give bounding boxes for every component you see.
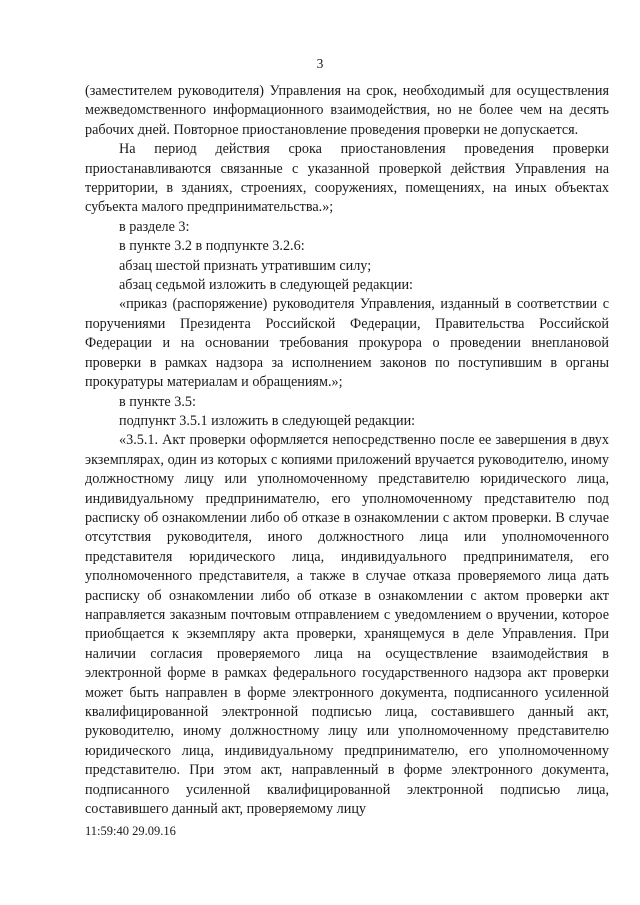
paragraph: подпункт 3.5.1 изложить в следующей редакции:: [119, 412, 416, 429]
paragraph: (заместителем руководителя) Управления на срок, необходимый для осуществления межведомственного информационного взаимодействия, но не более чем на десять рабочих дней. Повторное приостановление проведения проверки не допускается.: [85, 83, 609, 138]
paragraph: в пункте 3.2 в подпункте 3.2.6:: [119, 238, 305, 255]
paragraph: На период действия срока приостановления проведения проверки приостанавливаются связанные с указанной проверкой действия Управления на территории, в зданиях, строениях, сооружениях, помещениях, на иных объектах субъекта малого предпринимательства.»;: [85, 141, 609, 216]
paragraph: в разделе 3:: [119, 218, 190, 235]
paragraph: абзац седьмой изложить в следующей редакции:: [119, 277, 414, 294]
paragraph: «3.5.1. Акт проверки оформляется непосредственно после ее завершения в двух экземплярах, один из которых с копиями приложений вручается руководителю, иному должностному лицу или уполномоченному представителю юридического лица, индивидуальному предпринимателю, его уполномоченному представителю под расписку об ознакомлении либо об отказе в ознакомлении с актом проверки. В случае отсутствия руководителя, иного должностного лица или уполномоченного представителя юридического лица, индивидуального предпринимателя, его уполномоченного представителя, а также в случае отказа проверяемого лица дать расписку об ознакомлении либо об отказе в ознакомлении с актом проверки акт направляется заказным почтовым отправлением с уведомлением о вручении, которое приобщается к экземпляру акта проверки, хранящемуся в деле Управления. При наличии согласия проверяемого лица на осуществление взаимодействия в электронной форме в рамках федерального государственного надзора акт проверки может быть направлен в форме электронного документа, подписанного усиленной квалифицированной электронной подписью лица, составившего данный акт, руководителю, иному должностному лицу или уполномоченному представителю юридического лица, индивидуальному предпринимателю, его уполномоченному представителю. При этом акт, направленный в форме электронного документа, подписанного усиленной квалифицированной электронной подписью лица, составившего данный акт, проверяемому лицу: [85, 432, 609, 818]
paragraph: «приказ (распоряжение) руководителя Управления, изданный в соответствии с поручениями Президента Российской Федерации, Правительства Российской Федерации и на основании требования прокурора о проведении внеплановой проверки в рамках надзора за исполнением законов по поступившим в органы прокуратуры материалам и обращениям.»;: [85, 296, 609, 391]
document-body: [85, 82, 609, 819]
paragraph: абзац шестой признать утратившим силу;: [119, 257, 372, 274]
page-number: 3: [316, 56, 324, 71]
footer-timestamp: 11:59:40 29.09.16: [85, 824, 176, 838]
paragraph: в пункте 3.5:: [119, 393, 196, 410]
